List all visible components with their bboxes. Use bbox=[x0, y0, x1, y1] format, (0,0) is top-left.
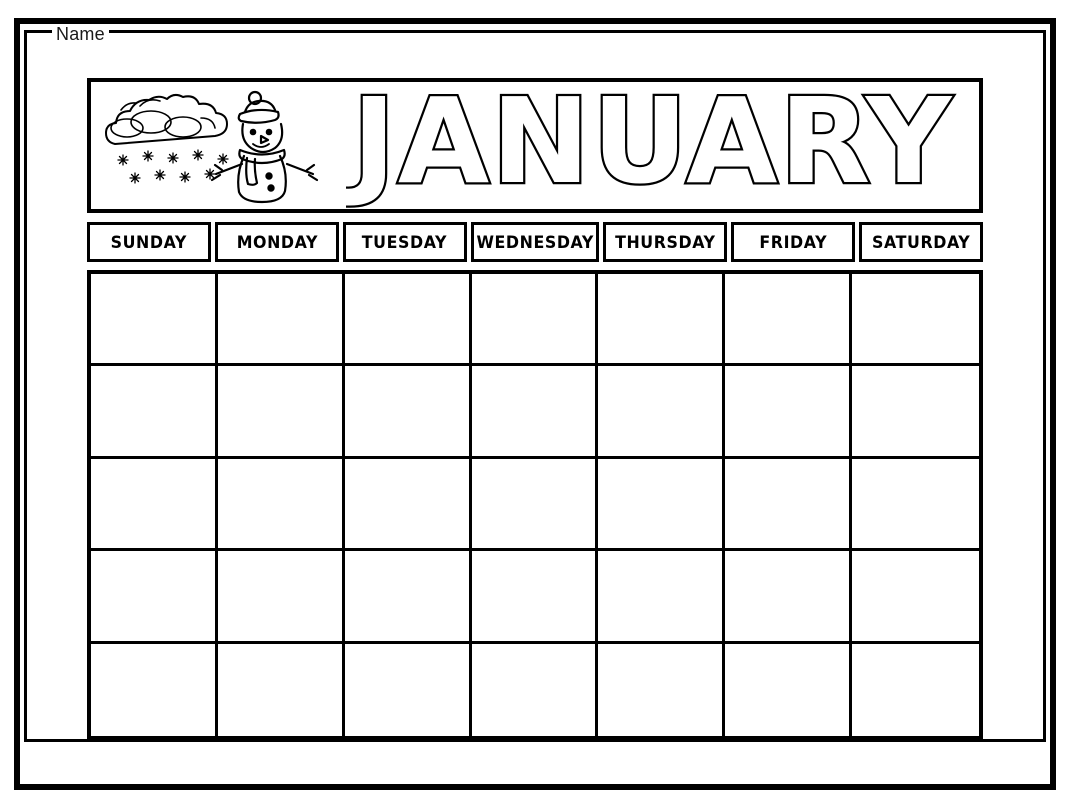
day-cell[interactable] bbox=[725, 459, 852, 551]
day-cell[interactable] bbox=[598, 274, 725, 366]
day-cell[interactable] bbox=[91, 274, 218, 366]
weekday-header-sunday bbox=[87, 222, 211, 262]
weekday-label: SUNDAY bbox=[110, 232, 188, 252]
day-cell[interactable] bbox=[852, 274, 979, 366]
calendar-title-banner bbox=[87, 78, 983, 213]
day-cell[interactable] bbox=[345, 274, 472, 366]
day-cell[interactable] bbox=[218, 644, 345, 736]
day-cell[interactable] bbox=[345, 644, 472, 736]
weekday-label: FRIDAY bbox=[759, 232, 827, 252]
day-cell[interactable] bbox=[472, 551, 599, 643]
weekday-label: THURSDAY bbox=[614, 232, 716, 252]
day-cell[interactable] bbox=[472, 459, 599, 551]
day-cell[interactable] bbox=[91, 459, 218, 551]
day-cell[interactable] bbox=[472, 274, 599, 366]
day-cell[interactable] bbox=[598, 644, 725, 736]
day-cell[interactable] bbox=[725, 644, 852, 736]
month-title bbox=[346, 78, 983, 213]
weekday-header-thursday bbox=[603, 222, 727, 262]
calendar bbox=[87, 78, 983, 746]
day-cell[interactable] bbox=[345, 551, 472, 643]
calendar-day-grid bbox=[87, 270, 983, 740]
day-cell[interactable] bbox=[852, 644, 979, 736]
day-cell[interactable] bbox=[91, 551, 218, 643]
weekday-header-monday bbox=[215, 222, 339, 262]
day-cell[interactable] bbox=[345, 459, 472, 551]
weekday-label: TUESDAY bbox=[362, 232, 448, 252]
day-cell[interactable] bbox=[852, 366, 979, 458]
day-cell[interactable] bbox=[852, 551, 979, 643]
snow-cloud-icon bbox=[106, 95, 227, 144]
snowflake-group bbox=[118, 150, 228, 183]
day-cell[interactable] bbox=[725, 274, 852, 366]
day-cell[interactable] bbox=[345, 366, 472, 458]
day-cell[interactable] bbox=[725, 551, 852, 643]
weekday-header-tuesday bbox=[343, 222, 467, 262]
weekday-label: SATURDAY bbox=[871, 232, 971, 252]
snowman-icon bbox=[212, 92, 317, 202]
day-cell[interactable] bbox=[598, 459, 725, 551]
day-cell[interactable] bbox=[472, 644, 599, 736]
winter-artwork bbox=[97, 84, 347, 209]
weekday-label: MONDAY bbox=[236, 232, 318, 252]
month-title-text: JANUARY bbox=[352, 78, 954, 210]
day-cell[interactable] bbox=[218, 551, 345, 643]
day-cell[interactable] bbox=[472, 366, 599, 458]
day-cell[interactable] bbox=[852, 459, 979, 551]
day-cell[interactable] bbox=[598, 366, 725, 458]
weekday-header-row bbox=[87, 222, 983, 262]
day-cell[interactable] bbox=[91, 366, 218, 458]
day-cell[interactable] bbox=[598, 551, 725, 643]
weekday-label: WEDNESDAY bbox=[476, 232, 594, 252]
weekday-header-wednesday bbox=[471, 222, 599, 262]
day-cell[interactable] bbox=[218, 274, 345, 366]
weekday-header-friday bbox=[731, 222, 855, 262]
name-field-label: Name bbox=[52, 24, 109, 45]
day-cell[interactable] bbox=[218, 366, 345, 458]
day-cell[interactable] bbox=[725, 366, 852, 458]
day-cell[interactable] bbox=[91, 644, 218, 736]
day-cell[interactable] bbox=[218, 459, 345, 551]
weekday-header-saturday bbox=[859, 222, 983, 262]
